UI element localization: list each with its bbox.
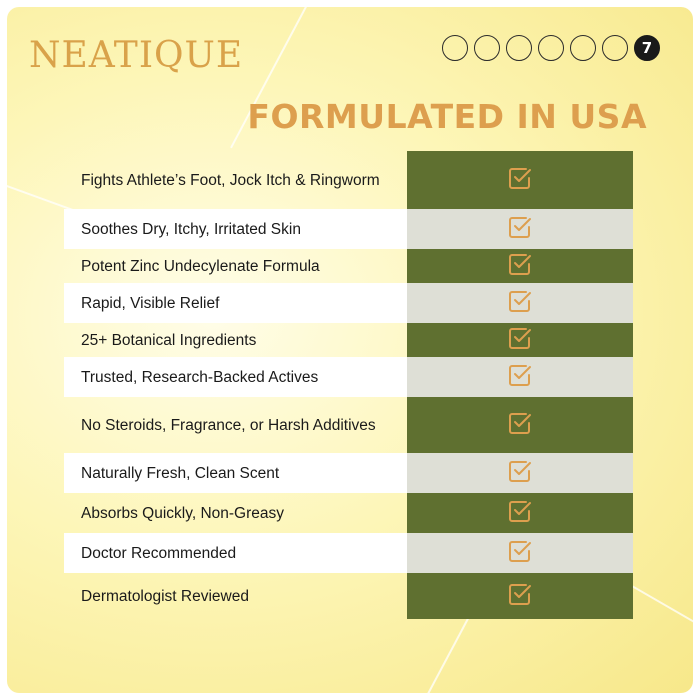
table-row (64, 357, 633, 397)
checkbox-icon (507, 498, 533, 528)
check-cell (407, 573, 633, 619)
checkbox-icon (507, 325, 533, 355)
decorative-line (426, 616, 470, 693)
feature-label: Rapid, Visible Relief (64, 283, 407, 323)
table-row (64, 323, 633, 357)
checkbox-icon (507, 288, 533, 318)
checkbox-icon (507, 581, 533, 611)
table-row (64, 573, 633, 619)
checkbox-icon (507, 362, 533, 392)
feature-label: Dermatologist Reviewed (81, 587, 249, 605)
brand-logo: NEATIQUE (29, 35, 244, 76)
table-row (64, 453, 633, 493)
pager-dot[interactable] (570, 35, 596, 61)
feature-label: Naturally Fresh, Clean Scent (64, 453, 407, 493)
pager-dot[interactable] (506, 35, 532, 61)
pager-dot-active[interactable]: 7 (634, 35, 660, 61)
checkbox-icon (507, 458, 533, 488)
checkbox-icon (507, 251, 533, 281)
feature-table (64, 151, 633, 619)
check-cell (407, 249, 633, 283)
check-cell (407, 151, 633, 209)
pager-dot[interactable] (442, 35, 468, 61)
table-row (64, 283, 633, 323)
slide-pager (442, 35, 660, 61)
feature-label: No Steroids, Fragrance, or Harsh Additives (81, 416, 376, 434)
feature-label: Absorbs Quickly, Non-Greasy (81, 504, 284, 522)
table-row (64, 397, 633, 453)
checkbox-icon (507, 165, 533, 195)
check-cell (407, 397, 633, 453)
checkbox-icon (507, 410, 533, 440)
feature-label: Doctor Recommended (64, 533, 407, 573)
check-cell (407, 533, 633, 573)
checkbox-icon (507, 538, 533, 568)
table-row (64, 493, 633, 533)
page-title: FORMULATED IN USA (247, 97, 647, 136)
decorative-line (626, 582, 693, 628)
background-panel (7, 7, 693, 693)
table-row (64, 209, 633, 249)
feature-label: 25+ Botanical Ingredients (81, 331, 257, 349)
table-row (64, 151, 633, 209)
pager-dot[interactable] (474, 35, 500, 61)
checkbox-icon (507, 214, 533, 244)
check-cell (407, 493, 633, 533)
feature-label: Potent Zinc Undecylenate Formula (81, 257, 320, 275)
feature-label: Soothes Dry, Itchy, Irritated Skin (64, 209, 407, 249)
check-cell (407, 209, 633, 249)
check-cell (407, 357, 633, 397)
pager-dot[interactable] (538, 35, 564, 61)
pager-dot[interactable] (602, 35, 628, 61)
table-row (64, 533, 633, 573)
check-cell (407, 453, 633, 493)
check-cell (407, 283, 633, 323)
table-row (64, 249, 633, 283)
feature-label: Fights Athlete’s Foot, Jock Itch & Ringworm (81, 171, 380, 189)
check-cell (407, 323, 633, 357)
feature-label: Trusted, Research-Backed Actives (64, 357, 407, 397)
